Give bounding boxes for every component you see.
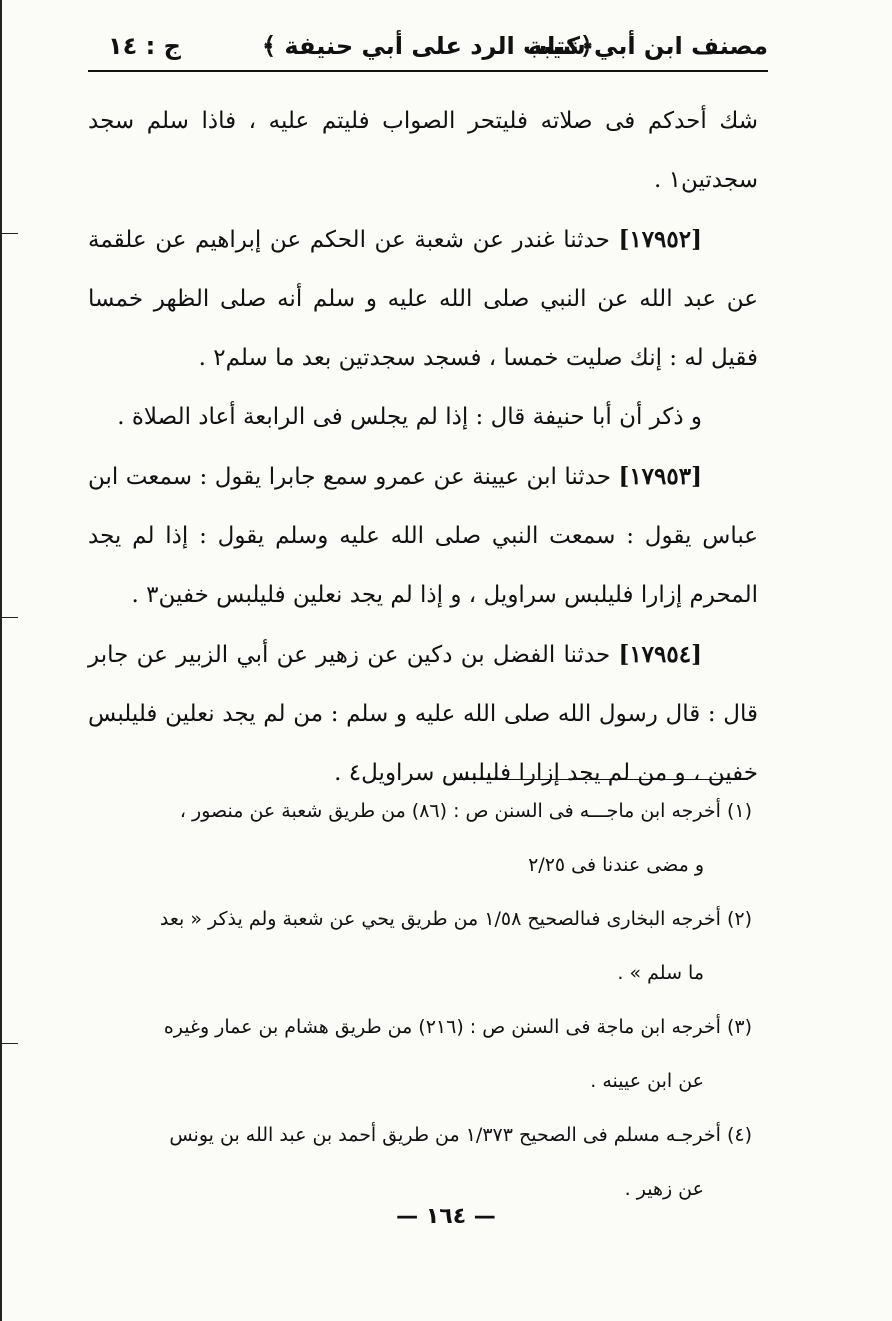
hadith-entry [88, 625, 758, 803]
hadith-number: [١٧٩٥٣] [618, 463, 702, 490]
footnote-rule [456, 779, 748, 780]
hadith-number: [١٧٩٥٤] [618, 641, 702, 668]
margin-mark [0, 233, 18, 234]
margin-mark [0, 1043, 18, 1044]
footnote-line: (١) أخرجه ابن ماجـــه فى السنن ص : (٨٦) من طريق شعبة عن منصور ، [179, 800, 752, 822]
header-rule [88, 70, 768, 72]
hadith-number: [١٧٩٥٢] [618, 226, 703, 253]
volume-number: ج : ١٤ [108, 32, 181, 60]
hadith-text: حدثنا الفضل بن دكين عن زهير عن أبي الزبير عن جابر قال : قال رسول الله صلى الله عليه و سلم : من لم يجد نعلين فليلبس خفين ، و من لم يجد إزارا فليلبس سراويل٤ . [88, 642, 758, 786]
footnote-line: (٤) أخرجـه مسلم فى الصحيح ١/٣٧٣ من طريق أحمد بن عبد الله بن يونس [169, 1124, 752, 1146]
footnote-line: عن ابن عيينه . [590, 1070, 704, 1092]
footnote-line: ما سلم » . [617, 962, 704, 984]
running-header [88, 26, 768, 70]
footnote-line: (٣) أخرجه ابن ماجة فى السنن ص : (٢١٦) من طريق هشام بن عمار وغيره [163, 1016, 752, 1038]
page-edge-line [0, 0, 2, 1321]
paragraph: و ذكر أن أبا حنيفة قال : إذا لم يجلس فى الرابعة أعاد الصلاة . [117, 404, 702, 430]
paragraph: شك أحدكم فى صلاته فليتحر الصواب فليتم عليه ، فاذا سلم سجد سجدتين١ . [88, 108, 758, 193]
footnotes [80, 784, 752, 1216]
hadith-entry [88, 447, 758, 625]
footnote-line: عن زهير . [624, 1178, 704, 1200]
hadith-entry [88, 210, 758, 388]
footnote-line: و مضى عندنا فى ٢/٢٥ [528, 854, 704, 876]
hadith-text: حدثنا غندر عن شعبة عن الحكم عن إبراهيم عن علقمة عن عبد الله عن النبي صلى الله عليه و سلم أنه صلى الظهر خمسا فقيل له : إنك صليت خمسا ، فسجد سجدتين بعد ما سلم٢ . [88, 227, 758, 371]
footnote-line: (٢) أخرجه البخارى فىالصحيح ١/٥٨ من طريق يحي عن شعبة ولم يذكر « بعد [159, 908, 752, 930]
main-text [88, 92, 758, 803]
book-title: مصنف ابن أبي شيبة [527, 32, 768, 60]
hadith-text: حدثنا ابن عيينة عن عمرو سمع جابرا يقول : سمعت ابن عباس يقول : سمعت النبي صلى الله عليه وسلم يقول : إذا لم يجد المحرم إزارا فليلبس سراويل ، و إذا لم يجد نعلين فليلبس خفين٣ . [88, 464, 758, 608]
page-number: — ١٦٤ — [396, 1204, 496, 1229]
margin-mark [0, 617, 18, 618]
chapter-title: ﴿كتاب الرد على أبي حنيفة ﴾ [262, 32, 594, 60]
